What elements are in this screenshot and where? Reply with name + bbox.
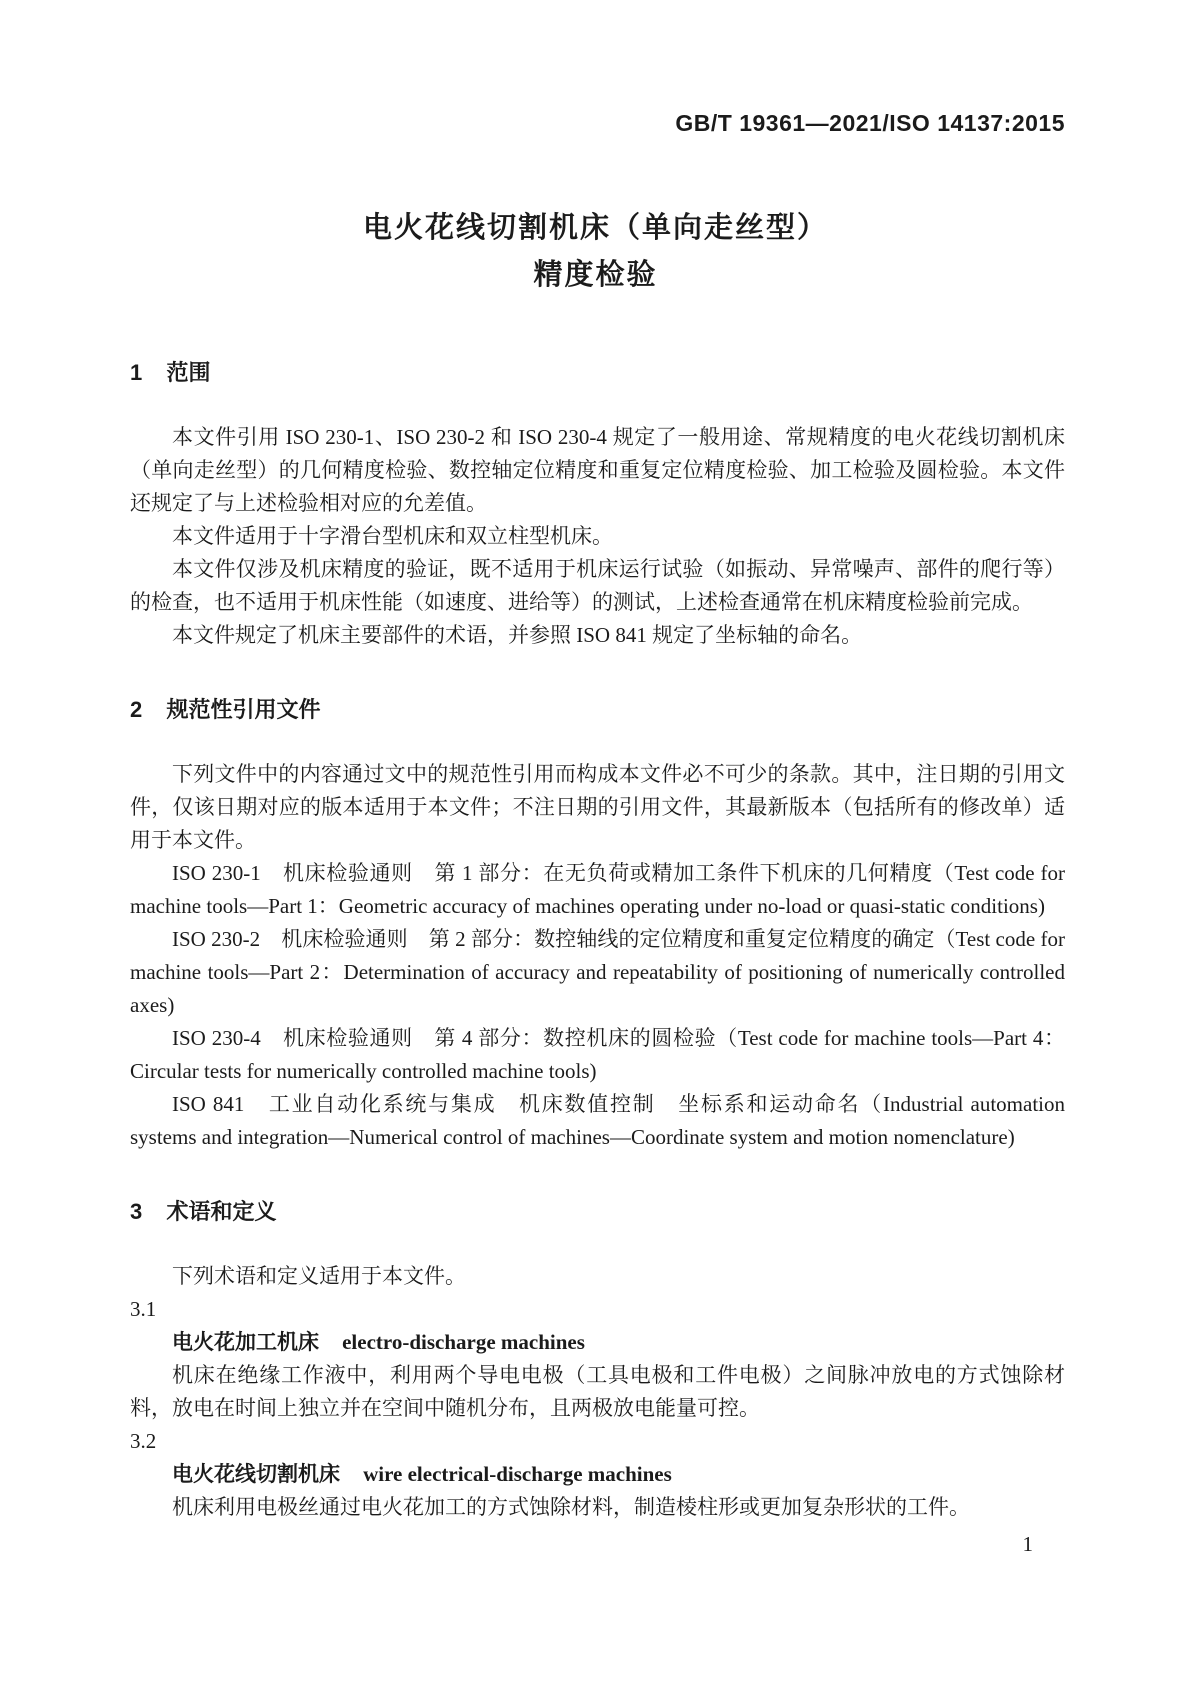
section-3-intro: 下列术语和定义适用于本文件。: [172, 1264, 466, 1288]
page-number: 1: [1022, 1532, 1033, 1556]
title-line-1: 电火花线切割机床（单向走丝型）: [362, 212, 828, 244]
section-1-title: 范围: [166, 360, 211, 385]
document-body: [130, 361, 1065, 1524]
section-2-paragraph-1: 下列文件中的内容通过文中的规范性引用而构成本文件必不可少的条款。其中，注日期的引用文件，仅该日期对应的版本适用于本文件；不注日期的引用文件，其最新版本（包括所有的修改单）适用于本文件。: [130, 762, 1065, 852]
section-1-paragraph-4: 本文件规定了机床主要部件的术语，并参照 ISO 841 规定了坐标轴的命名。: [172, 623, 863, 647]
section-3-heading: [130, 1200, 1065, 1224]
term-number-3-1: 3.1: [130, 1297, 157, 1321]
section-2-reference-3: ISO 230-4 机床检验通则 第 4 部分：数控机床的圆检验（Test code for machine tools—Part 4：Circular tests for numerically controlled machine tools): [130, 1026, 1065, 1083]
section-1-heading: [130, 361, 1065, 385]
section-3-number: 3: [130, 1199, 143, 1224]
term-3-1-english: electro-discharge machines: [342, 1330, 585, 1354]
title-line-2: 精度检验: [533, 259, 658, 291]
section-2-heading: [130, 698, 1065, 722]
section-3-title: 术语和定义: [166, 1199, 277, 1224]
term-3-1-definition: 机床在绝缘工作液中，利用两个导电电极（工具电极和工件电极）之间脉冲放电的方式蚀除材料，放电在时间上独立并在空间中随机分布，且两极放电能量可控。: [130, 1363, 1065, 1420]
section-2-reference-1: ISO 230-1 机床检验通则 第 1 部分：在无负荷或精加工条件下机床的几何精度（Test code for machine tools—Part 1：Geometric accuracy of machines operating under no-load or quasi-static conditions): [130, 861, 1065, 918]
term-3-2-chinese: 电火花线切割机床: [172, 1463, 340, 1486]
term-3-2-definition: 机床利用电极丝通过电火花加工的方式蚀除材料，制造棱柱形或更加复杂形状的工件。: [172, 1495, 970, 1519]
section-2-number: 2: [130, 697, 143, 722]
term-3-1-chinese: 电火花加工机床: [172, 1331, 319, 1354]
term-heading-3-1: [130, 1326, 1065, 1359]
section-1-paragraph-3: 本文件仅涉及机床精度的验证，既不适用于机床运行试验（如振动、异常噪声、部件的爬行等）的检查，也不适用于机床性能（如速度、进给等）的测试，上述检查通常在机床精度检验前完成。: [130, 557, 1065, 614]
term-heading-3-2: [130, 1458, 1065, 1491]
section-2-reference-4: ISO 841 工业自动化系统与集成 机床数值控制 坐标系和运动命名（Industrial automation systems and integration—Numerical control of machines—Coordinate system and motion nomenclature): [130, 1092, 1065, 1149]
document-title: [0, 205, 1191, 299]
term-number-3-2: 3.2: [130, 1429, 157, 1453]
section-1-paragraph-1: 本文件引用 ISO 230-1、ISO 230-2 和 ISO 230-4 规定了一般用途、常规精度的电火花线切割机床（单向走丝型）的几何精度检验、数控轴定位精度和重复定位精度检验、加工检验及圆检验。本文件还规定了与上述检验相对应的允差值。: [130, 425, 1065, 515]
section-2-title: 规范性引用文件: [166, 697, 321, 722]
term-3-2-english: wire electrical-discharge machines: [363, 1462, 672, 1486]
section-1-number: 1: [130, 360, 143, 385]
section-2-reference-2: ISO 230-2 机床检验通则 第 2 部分：数控轴线的定位精度和重复定位精度的确定（Test code for machine tools—Part 2：Determination of accuracy and repeatability of positioning of numerically controlled axes): [130, 927, 1065, 1017]
standard-code: GB/T 19361—2021/ISO 14137:2015: [675, 110, 1065, 136]
section-1-paragraph-2: 本文件适用于十字滑台型机床和双立柱型机床。: [172, 524, 613, 548]
